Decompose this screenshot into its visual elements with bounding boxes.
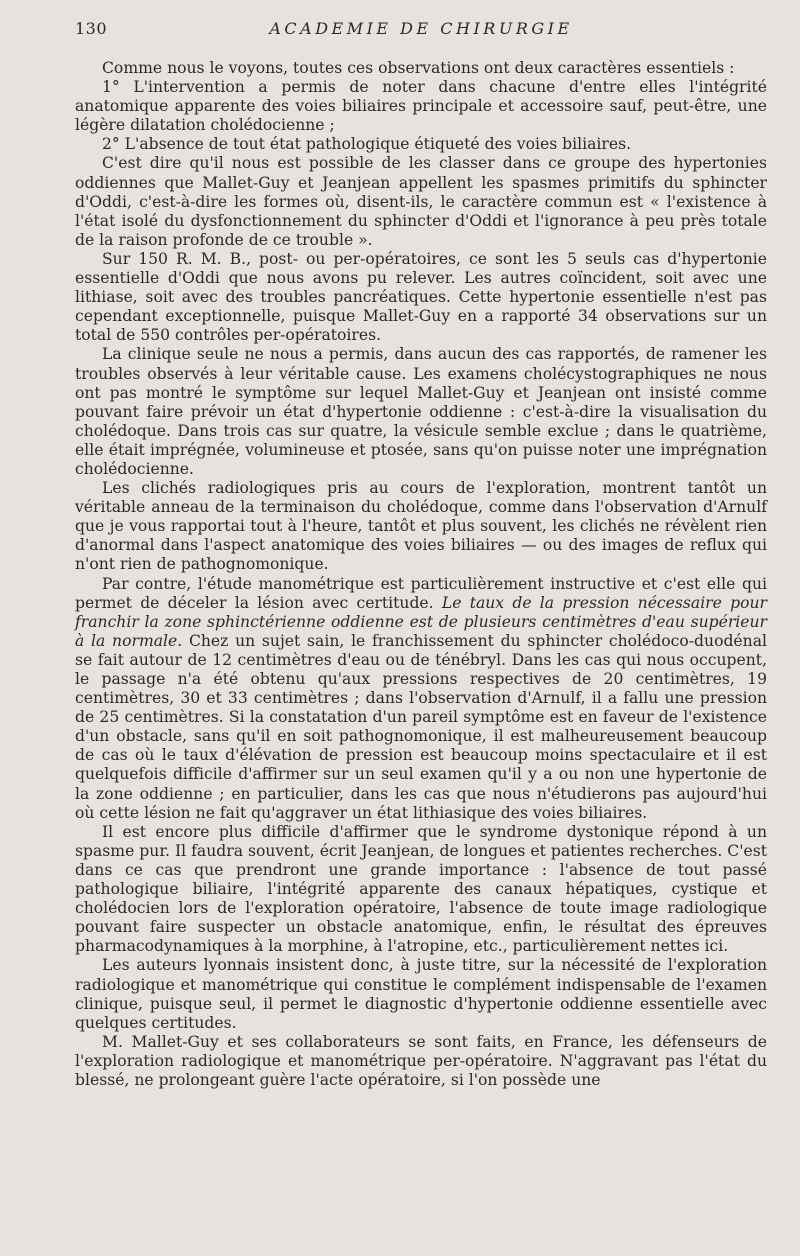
paragraph <box>75 823 767 957</box>
text-run: 1° L'intervention a permis de noter dans chacune d'entre elles l'intégrité anatomique apparente des voies biliaires principale et accessoire sauf, peut-être, une légère dilatation cholédocienne ; <box>75 78 767 135</box>
text-run: Les auteurs lyonnais insistent donc, à juste titre, sur la nécessité de l'exploration radiologique et manométrique qui constitue le complément indispensable de l'examen clinique, puisque seul, il permet le diagnostic d'hypertonie oddienne essentielle avec quelques certitudes. <box>75 956 767 1032</box>
page-header <box>75 19 767 45</box>
text-run: Par contre, l'étude manométrique est particulièrement instructive et c'est elle qui permet de déceler la lésion avec certitude. <box>75 574 767 612</box>
text-run: M. Mallet-Guy et ses collaborateurs se sont faits, en France, les défenseurs de l'exploration radiologique et manométrique per-opératoire. N'aggravant pas l'état du blessé, ne prolongeant guère l'acte opératoire, si l'on possède une <box>75 1032 767 1089</box>
paragraph <box>75 135 767 154</box>
body-text <box>75 59 767 1090</box>
paragraph <box>75 345 767 479</box>
text-run: 2° L'absence de tout état pathologique étiqueté des voies biliaires. <box>102 135 632 154</box>
paragraph <box>75 154 767 249</box>
page-number: 130 <box>75 19 108 38</box>
text-run: Sur 150 R. M. B., post- ou per-opératoires, ce sont les 5 seuls cas d'hypertonie essentielle d'Oddi que nous avons pu relever. Les autres coïncident, soit avec une lithiase, soit avec des troubles pancréatiques. Cette hypertonie essentielle n'est pas cependant exceptionnelle, puisque Mallet-Guy en a rapporté 34 observations sur un total de 550 contrôles per-opératoires. <box>75 249 767 345</box>
text-run: C'est dire qu'il nous est possible de les classer dans ce groupe des hypertonies oddiennes que Mallet-Guy et Jeanjean appellent les spasmes primitifs du sphincter d'Oddi, c'est-à-dire les formes où, disent-ils, le caractère commun est « l'existence à l'état isolé du dysfonctionnement du sphincter d'Oddi et l'ignorance à peu près totale de la raison profonde de ce trouble ». <box>75 154 767 249</box>
paragraph <box>75 59 767 78</box>
text-run: La clinique seule ne nous a permis, dans aucun des cas rapportés, de ramener les troubles observés à leur véritable cause. Les examens cholécystographiques ne nous ont pas montré le symptôme sur lequel Mallet-Guy et Jeanjean ont insisté comme pouvant faire prévoir un état d'hypertonie oddienne : c'est-à-dire la visualisation du cholédoque. Dans trois cas sur quatre, la vésicule semble exclue ; dans le quatrième, elle était imprégnée, volumineuse et ptosée, sans qu'on puisse noter une imprégnation cholédocienne. <box>75 345 767 478</box>
italic-run: Le taux de la pression nécessaire pour franchir la zone sphinctérienne oddienne est de plusieurs centimètres d'eau supérieur à la normale <box>75 593 767 650</box>
paragraph <box>75 479 767 574</box>
text-run: . Chez un sujet sain, le franchissement du sphincter cholédoco-duodénal se fait autour de 12 centimètres d'eau ou de ténébryl. Dans les cas qui nous occupent, le passage n'a été obtenu qu'aux pressions respectives de 20 centimètres, 19 centimètres, 30 et 33 centimètres ; dans l'observation d'Arnulf, il a fallu une pression de 25 centimètres. Si la constatation d'un pareil symptôme est en faveur de l'existence d'un obstacle, sans qu'il en soit pathognomonique, il est malheureusement beaucoup de cas où le taux d'élévation de pression est beaucoup moins spectaculaire et il est quelquefois difficile d'affirmer sur un seul examen qu'il y a ou non une hypertonie de la zone oddienne ; en particulier, dans les cas que nous n'étudierons pas aujourd'hui où cette lésion ne fait qu'aggraver un état lithiasique des voies biliaires. <box>75 631 767 822</box>
running-title: ACADEMIE DE CHIRURGIE <box>269 19 573 38</box>
text-run: Les clichés radiologiques pris au cours de l'exploration, montrent tantôt un véritable anneau de la terminaison du cholédoque, comme dans l'observation d'Arnulf que je vous rapportai tout à l'heure, tantôt et plus souvent, les clichés ne révèlent rien d'anormal dans l'aspect anatomique des voies biliaires — ou des images de reflux qui n'ont rien de pathognomonique. <box>75 479 767 574</box>
text-run: Comme nous le voyons, toutes ces observations ont deux caractères essentiels : <box>102 59 735 77</box>
paragraph <box>75 575 767 823</box>
paragraph <box>75 78 767 135</box>
paragraph <box>75 250 767 345</box>
paragraph <box>75 956 767 1032</box>
text-run: Il est encore plus difficile d'affirmer que le syndrome dystonique répond à un spasme pur. Il faudra souvent, écrit Jeanjean, de longues et patientes recherches. C'est dans ce cas que prendront une grande importance : l'absence de tout passé pathologique biliaire, l'intégrité apparente des canaux hépatiques, cystique et cholédocien lors de l'exploration opératoire, l'absence de toute image radiologique pouvant faire suspecter un obstacle anatomique, enfin, le résultat des épreuves pharmacodynamiques à la morphine, à l'atropine, etc., particulièrement nettes ici. <box>75 822 767 956</box>
paragraph <box>75 1033 767 1090</box>
